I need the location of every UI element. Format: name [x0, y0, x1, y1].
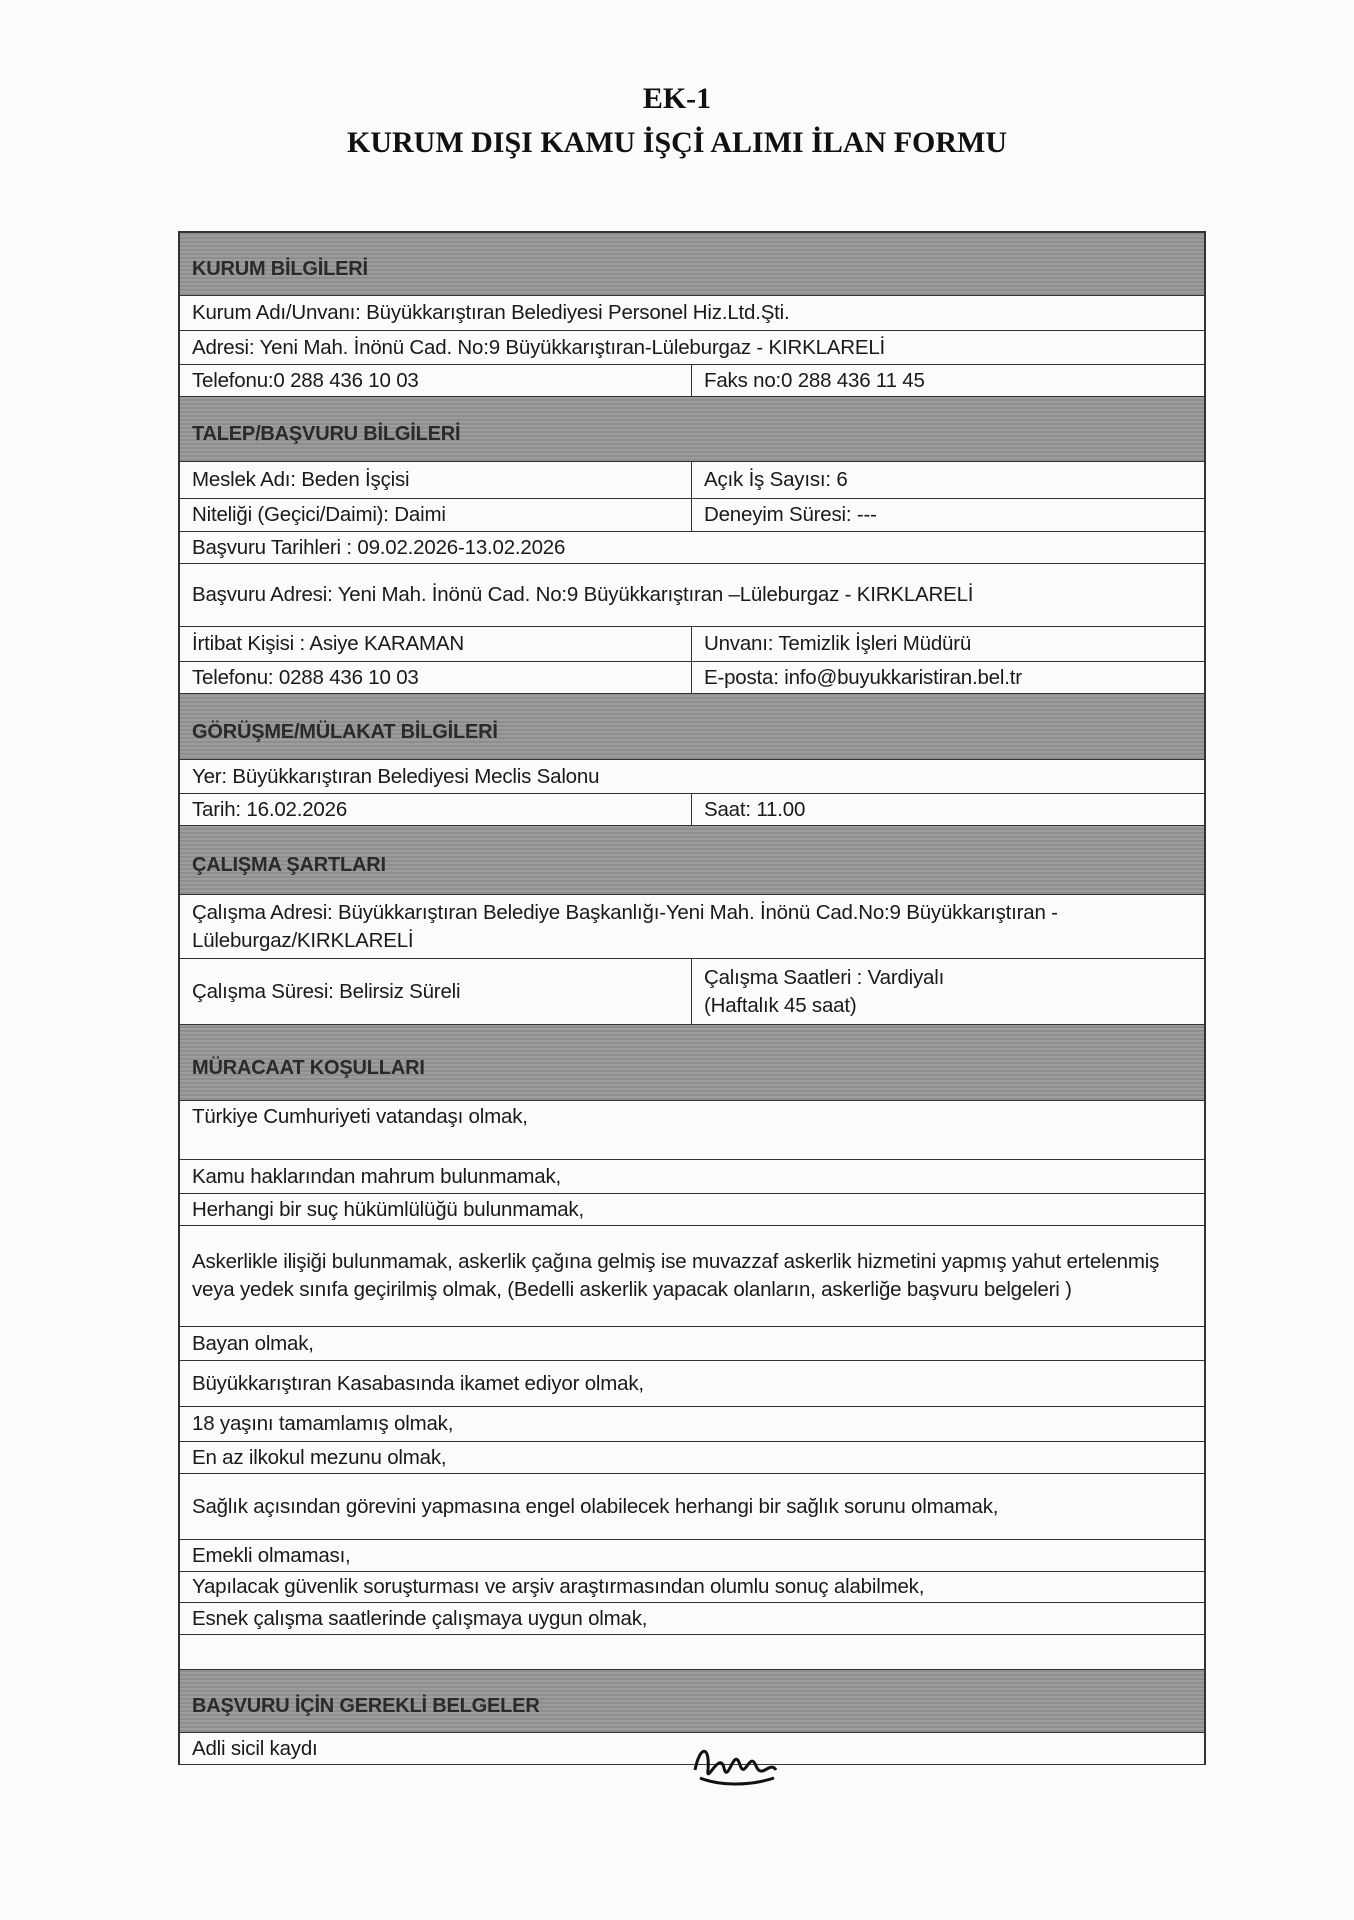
requirement-item: 18 yaşını tamamlamış olmak, — [192, 1412, 454, 1435]
section-title: GÖRÜŞME/MÜLAKAT BİLGİLERİ — [192, 720, 498, 743]
work-address: Çalışma Adresi: Büyükkarıştıran Belediye Başkanlığı-Yeni Mah. İnönü Cad.No:9 Büyükkarıştıran -Lüleburgaz/KIRKLARELİ — [192, 900, 1058, 952]
annex-label: EK-1 — [642, 82, 712, 115]
section-title: ÇALIŞMA ŞARTLARI — [192, 854, 386, 876]
open-positions: Açık İş Sayısı: 6 — [704, 468, 848, 491]
requirement-item: Türkiye Cumhuriyeti vatandaşı olmak, — [192, 1105, 528, 1128]
requirement-item: Emekli olmaması, — [192, 1543, 351, 1567]
requirement-item: Yapılacak güvenlik soruşturması ve arşiv araştırmasından olumlu sonuç alabilmek, — [192, 1575, 925, 1598]
requirement-item: Bayan olmak, — [192, 1331, 314, 1355]
requirement-item: Büyükkarıştıran Kasabasında ikamet ediyor olmak, — [192, 1371, 644, 1395]
empty-row — [180, 1635, 1204, 1670]
interview-date: Tarih: 16.02.2026 — [180, 794, 692, 825]
section-header-muracaat — [180, 1025, 1204, 1101]
occupation: Meslek Adı: Beden İşçisi — [180, 462, 692, 498]
institution-fax: Faks no:0 288 436 11 45 — [704, 368, 925, 392]
institution-name: Kurum Adı/Unvanı: Büyükkarıştıran Belediyesi Personel Hiz.Ltd.Şti. — [192, 301, 790, 324]
application-address: Başvuru Adresi: Yeni Mah. İnönü Cad. No:9 Büyükkarıştıran –Lüleburgaz - KIRKLARELİ — [192, 583, 974, 606]
page-title: KURUM DIŞI KAMU İŞÇİ ALIMI İLAN FORMU — [346, 126, 1008, 159]
application-dates: Başvuru Tarihleri : 09.02.2026-13.02.2026 — [192, 535, 566, 559]
contact-email: E-posta: info@buyukkaristiran.bel.tr — [704, 665, 1022, 689]
section-title: BAŞVURU İÇİN GEREKLİ BELGELER — [192, 1695, 540, 1717]
contact-title: Unvanı: Temizlik İşleri Müdürü — [704, 632, 972, 655]
section-title: KURUM BİLGİLERİ — [192, 258, 368, 280]
section-header-kurum — [180, 233, 1204, 296]
section-header-gorusme — [180, 694, 1204, 760]
section-header-belgeler — [180, 1670, 1204, 1733]
interview-place: Yer: Büyükkarıştıran Belediyesi Meclis Salonu — [192, 764, 600, 788]
job-posting-form — [178, 231, 1206, 1765]
requirement-item: Sağlık açısından görevini yapmasına engel olabilecek herhangi bir sağlık sorunu olmamak, — [192, 1494, 999, 1518]
contact-person: İrtibat Kişisi : Asiye KARAMAN — [180, 627, 692, 661]
section-title: TALEP/BAŞVURU BİLGİLERİ — [192, 423, 461, 445]
interview-time: Saat: 11.00 — [704, 797, 806, 821]
section-title: MÜRACAAT KOŞULLARI — [192, 1056, 425, 1079]
requirement-item: En az ilkokul mezunu olmak, — [192, 1445, 447, 1469]
institution-address: Adresi: Yeni Mah. İnönü Cad. No:9 Büyükkarıştıran-Lüleburgaz - KIRKLARELİ — [192, 335, 886, 359]
requirement-item: Herhangi bir suç hükümlülüğü bulunmamak, — [192, 1197, 584, 1221]
section-header-calisma — [180, 826, 1204, 895]
work-hours: Çalışma Saatleri : Vardiyalı (Haftalık 45 saat) — [704, 965, 945, 1017]
work-duration: Çalışma Süresi: Belirsiz Süreli — [180, 959, 692, 1024]
job-nature: Niteliği (Geçici/Daimi): Daimi — [180, 499, 692, 531]
experience: Deneyim Süresi: --- — [704, 503, 877, 526]
requirement-item: Kamu haklarından mahrum bulunmamak, — [192, 1164, 562, 1188]
requirement-item: Esnek çalışma saatlerinde çalışmaya uygun olmak, — [192, 1606, 648, 1630]
section-header-talep — [180, 397, 1204, 462]
contact-phone: Telefonu: 0288 436 10 03 — [180, 662, 692, 693]
signature-icon — [690, 1740, 780, 1790]
institution-phone: Telefonu:0 288 436 10 03 — [180, 365, 692, 396]
requirement-item: Askerlikle ilişiği bulunmamak, askerlik çağına gelmiş ise muvazzaf askerlik hizmetini yapmış yahut ertelenmiş veya yedek sınıfa geçirilmiş olmak, (Bedelli askerlik yapacak olanların, askerliğe başvuru belgeleri ) — [192, 1250, 1160, 1301]
document-item: Adli sicil kaydı — [192, 1736, 318, 1760]
